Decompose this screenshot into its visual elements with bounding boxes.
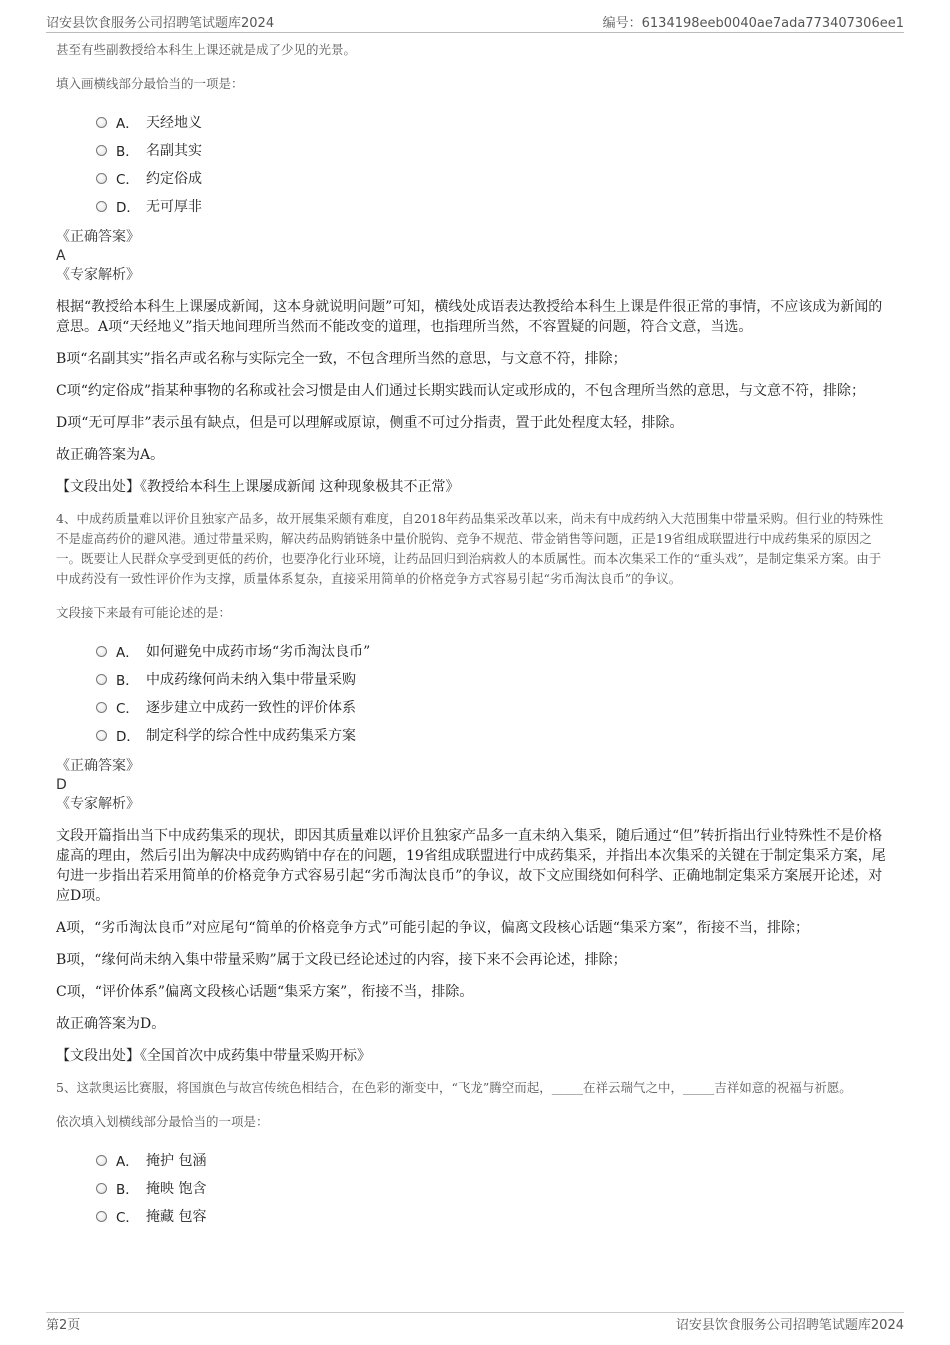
q4-analysis-p2: A项，“劣币淘汰良币”对应尾句“简单的价格竞争方式”可能引起的争议，偏离文段核心话题“集采方案”，衔接不当，排除； [56,920,810,936]
q4-option-c[interactable]: C． 逐步建立中成药一致性的评价体系 [96,693,886,721]
radio-icon[interactable] [96,117,107,128]
page-footer [46,1312,904,1333]
q4-prompt: 文段接下来最有可能论述的是： [56,605,232,620]
q3-analysis-p2: B项“名副其实”指名声或名称与实际完全一致，不包含理所当然的意思，与文意不符，排除； [56,351,627,367]
q5-options [96,1146,886,1230]
radio-icon[interactable] [96,646,107,657]
q3-option-d[interactable]: D． 无可厚非 [96,192,886,220]
header-title: 诏安县饮食服务公司招聘笔试题库2024 [46,15,275,31]
page-content [56,36,886,1230]
q4-answer: D [56,777,67,793]
header-serial: 编号：6134198eeb0040ae7ada773407306ee1 [602,15,904,31]
q4-analysis-p4: C项，“评价体系”偏离文段核心话题“集采方案”，衔接不当，排除。 [56,984,474,1000]
q3-option-c[interactable]: C． 约定俗成 [96,164,886,192]
q5-option-a[interactable]: A． 掩护 包涵 [96,1146,886,1174]
q3-analysis-p4: D项“无可厚非”表示虽有缺点，但是可以理解或原谅，侧重不可过分指责，置于此处程度太轻，排除。 [56,415,684,431]
q5-option-c[interactable]: C． 掩藏 包容 [96,1202,886,1230]
q4-analysis-p5: 故正确答案为D。 [56,1016,166,1032]
radio-icon[interactable] [96,1155,107,1166]
radio-icon[interactable] [96,173,107,184]
radio-icon[interactable] [96,674,107,685]
q5-prompt: 依次填入划横线部分最恰当的一项是： [56,1114,269,1129]
q4-options [96,637,886,749]
q5-stem: 5、这款奥运比赛服，将国旗色与故宫传统色相结合，在色彩的渐变中，“飞龙”腾空而起，_____在祥云瑞气之中，_____吉祥如意的祝福与祈愿。 [56,1080,852,1095]
q4-answer-label: 《正确答案》 [56,758,140,774]
q3-answer-label: 《正确答案》 [56,229,140,245]
q4-source: 【文段出处】《全国首次中成药集中带量采购开标》 [56,1048,371,1064]
q3-analysis-p3: C项“约定俗成”指某种事物的名称或社会习惯是由人们通过长期实践而认定或形成的，不包含理所当然的意思，与文意不符，排除； [56,383,866,399]
page-header [46,10,904,33]
q3-option-b[interactable]: B． 名副其实 [96,136,886,164]
radio-icon[interactable] [96,702,107,713]
radio-icon[interactable] [96,730,107,741]
q4-option-b[interactable]: B． 中成药缘何尚未纳入集中带量采购 [96,665,886,693]
q4-option-d[interactable]: D． 制定科学的综合性中成药集采方案 [96,721,886,749]
q3-analysis-p5: 故正确答案为A。 [56,447,165,463]
q3-options [96,108,886,220]
radio-icon[interactable] [96,201,107,212]
q3-option-a[interactable]: A． 天经地义 [96,108,886,136]
q3-stem-tail: 甚至有些副教授给本科生上课还就是成了少见的光景。 [56,42,357,57]
q3-source: 【文段出处】《教授给本科生上课屡成新闻 这种现象极其不正常》 [56,479,460,495]
radio-icon[interactable] [96,1183,107,1194]
q4-analysis-label: 《专家解析》 [56,796,140,812]
q5-option-b[interactable]: B． 掩映 饱含 [96,1174,886,1202]
footer-title: 诏安县饮食服务公司招聘笔试题库2024 [675,1317,904,1333]
q4-analysis-p1: 文段开篇指出当下中成药集采的现状，即因其质量难以评价且独家产品多一直未纳入集采，随后通过“但”转折指出行业特殊性不是价格虚高的理由，然后引出为解决中成药购销中存在的问题，19省组成联盟进行中成药集采，并指出本次集采的关键在于制定集采方案，尾句进一步指出若采用简单的价格竞争方式容易引起“劣币淘汰良币”的争议，故下文应围绕如何科学、正确地制定集采方案展开论述，对应D项。 [56,828,886,904]
q3-analysis-p1: 根据“教授给本科生上课屡成新闻，这本身就说明问题”可知，横线处成语表达教授给本科生上课是件很正常的事情，不应该成为新闻的意思。A项“天经地义”指天地间理所当然而不能改变的道理，也指理所当然，不容置疑的问题，符合文意，当选。 [56,299,883,335]
q3-answer: A [56,248,66,264]
q4-option-a[interactable]: A． 如何避免中成药市场“劣币淘汰良币” [96,637,886,665]
radio-icon[interactable] [96,145,107,156]
q3-analysis-label: 《专家解析》 [56,267,140,283]
q4-analysis-p3: B项，“缘何尚未纳入集中带量采购”属于文段已经论述过的内容，接下来不会再论述，排除； [56,952,627,968]
page-number: 第2页 [46,1317,81,1333]
q4-stem: 4、中成药质量难以评价且独家产品多，故开展集采颇有难度，自2018年药品集采改革以来，尚未有中成药纳入大范围集中带量采购。但行业的特殊性不是虚高药价的避风港。通过带量采购，解决药品购销链条中量价脱钩、竞争不规范、带金销售等问题，正是19省组成联盟进行中成药集采的原因之一。既要让人民群众享受到更低的药价，也要净化行业环境，让药品回归到治病救人的本质属性。而本次集采工作的“重头戏”，是制定集采方案。由于中成药没有一致性评价作为支撑，质量体系复杂，直接采用简单的价格竞争方式容易引起“劣币淘汰良币”的争议。 [56,511,884,586]
radio-icon[interactable] [96,1211,107,1222]
q3-prompt: 填入画横线部分最恰当的一项是： [56,76,244,91]
